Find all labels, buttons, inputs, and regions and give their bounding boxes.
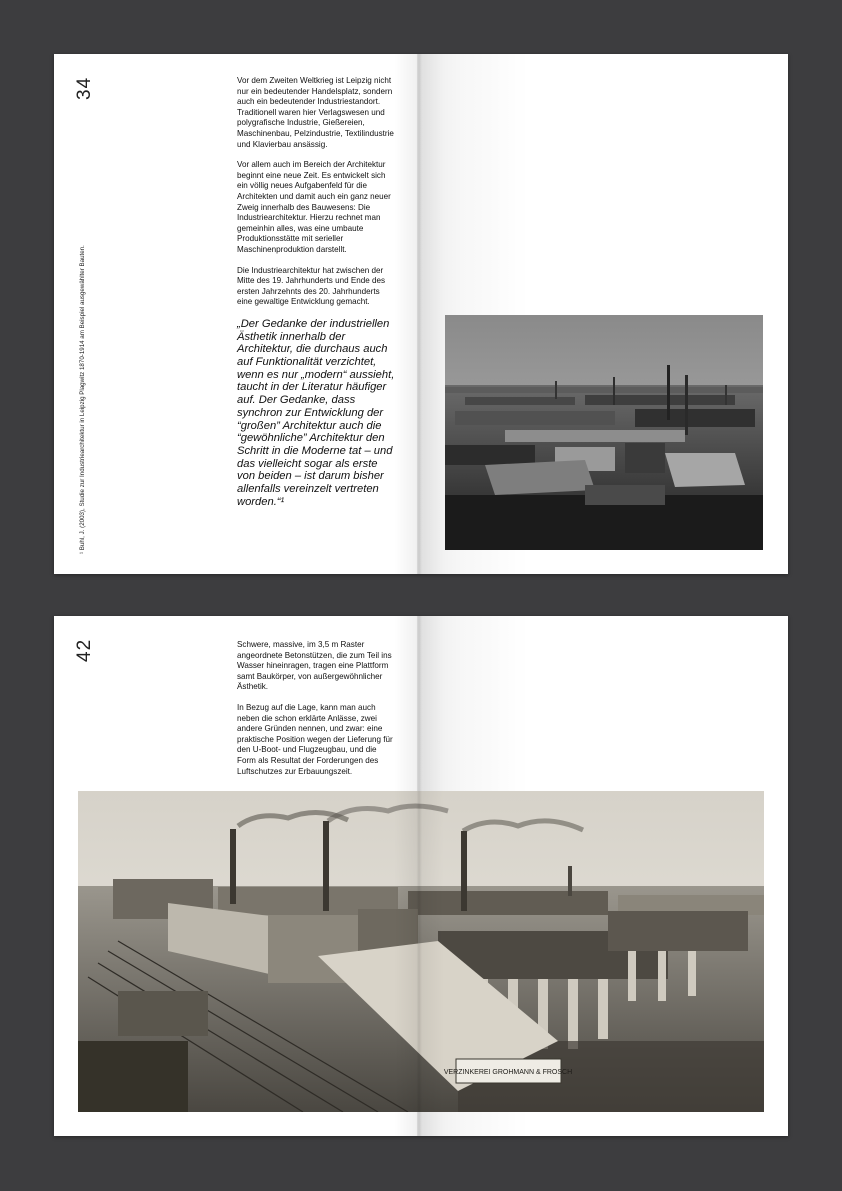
paragraph: Die Industriearchitektur hat zwischen der Mitte des 19. Jahrhunderts und Ende des ersten Jahrzehnts des 20. Jahrhunderts eine gewaltige Entwicklung gemacht. (237, 265, 386, 307)
book-spread-page-34 (54, 54, 788, 574)
body-text-column (237, 640, 397, 787)
body-text-column (237, 76, 397, 518)
book-spread-page-42 (54, 616, 788, 1136)
page-number: 34 (74, 76, 95, 100)
paragraph: Vor dem Zweiten Weltkrieg ist Leipzig nicht nur ein bedeutender Handelsplatz, sondern auch ein bedeutender Industriestandort. Traditionell waren hier Verlagswesen und polygrafische Industrie, Gießereien, Maschinenbau, Pelzindustrie, Textilindustrie und Klavierbau ansässig. (237, 76, 394, 149)
factory-sign-text: VERZINKEREI GROHMANN & FROSCH (443, 1069, 573, 1076)
page-number: 42 (74, 638, 95, 662)
factory-panorama-illustration (78, 791, 764, 1112)
paragraph: In Bezug auf die Lage, kann man auch neben die schon erklärte Anlässe, zwei andere Gründen nennen, und zwar: eine praktische Position wegen der Lieferung für den U-Boot- und Flugzeugbau, und die Form als Resultat der Forderungen des Luftschutzes zur Erbauungszeit. (237, 702, 393, 776)
footnote: ¹ Buhl, J. (2003), Studie zur Industriearchitektur in Leipzig Plagwitz 1870-1914 am Beispiel ausgewählter Bauten. (79, 245, 86, 554)
industrial-aerial-photo (445, 315, 763, 550)
paragraph: Schwere, massive, im 3,5 m Raster angeordnete Betonstützen, die zum Teil ins Wasser hineinragen, tragen eine Plattform samt Baukörper, von außergewöhnlicher Ästhetik. (237, 640, 392, 692)
paragraph: Vor allem auch im Bereich der Architektur beginnt eine neue Zeit. Es entwickelt sich ein völlig neues Aufgabenfeld für die Architekten und damit auch ein ganz neuer Zweig innerhalb des Bauwesens: Die Industriearchitektur. Hierzu rechnet man gemeinhin alles, was eine umbaute Produktionsstätte mit serieller Maschinenproduktion darstellt. (237, 160, 391, 254)
block-quote: „Der Gedanke der industriellen Ästhetik innerhalb der Architektur, die durchaus auch auf Funktionalität verzichtet, wenn es nur „modern“ aussieht, taucht in der Literatur häufiger auf. Der Gedanke, dass synchron zur Entwicklung der “großen” Architektur auch die “gewöhnliche” Architektur den Schritt in die Moderne tat – und das vielleicht sogar als erste von beiden – ist darum bisher allenfalls vereinzelt vertreten worden.“¹ (237, 317, 395, 508)
